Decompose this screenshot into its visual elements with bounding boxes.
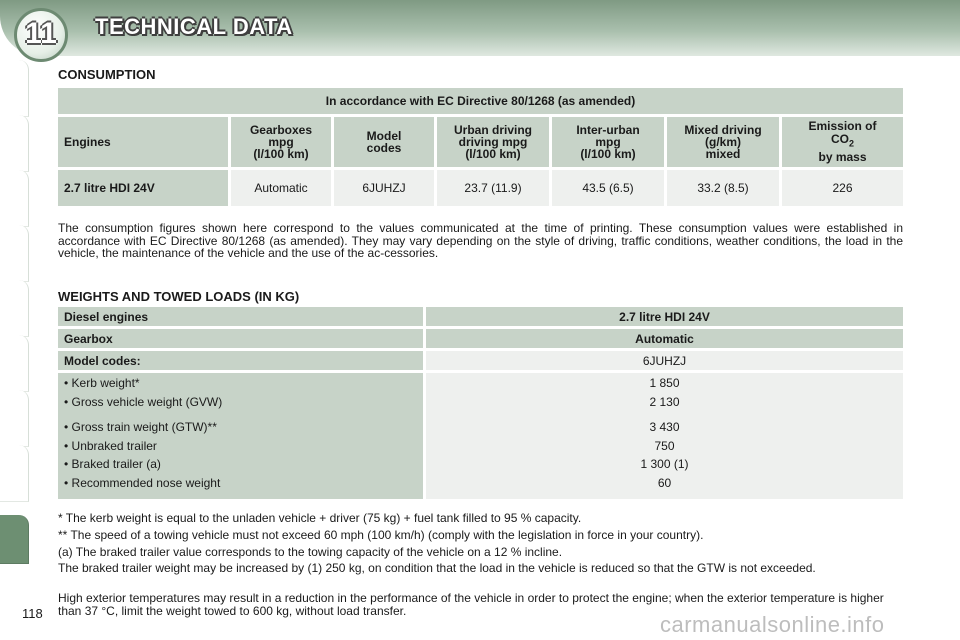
footnote-braked-weight: The braked trailer weight may be increased by (1) 250 kg, on condition that the load in the vehicle is reduced so that the GTW is not exceeded. [58, 561, 816, 575]
chapter-tab[interactable] [0, 445, 29, 502]
col-model-codes: Model codes [334, 117, 434, 167]
chapter-tabs [0, 60, 34, 560]
chapter-tab[interactable] [0, 170, 29, 227]
list-item-value: 60 [657, 475, 672, 490]
chapter-tab[interactable] [0, 115, 29, 172]
consumption-heading: CONSUMPTION [58, 67, 156, 82]
chapter-title: TECHNICAL DATA [95, 14, 293, 39]
footnote-temperature: High exterior temperatures may result in a reduction in the performance of the vehicle in order to protect the engine; when the exterior temperature is higher than 37 °C, limit the weight towed to 600 kg, without load transfer. [58, 591, 884, 618]
weights-row [58, 329, 903, 348]
weights-item-labels [58, 373, 423, 499]
col-mixed: Mixed driving (g/km) mixed [667, 117, 779, 167]
weights-label: Diesel engines [58, 307, 423, 326]
list-item-value: 2 130 [649, 394, 680, 409]
weights-label: Model codes: [58, 351, 423, 370]
col-engines: Engines [58, 117, 228, 167]
list-item: • Braked trailer (a) [64, 457, 161, 471]
chapter-tab-active[interactable] [0, 515, 29, 564]
footnote-speed: ** The speed of a towing vehicle must not exceed 60 mph (100 km/h) (comply with the legislation in force in your country). [58, 528, 704, 542]
weights-table [55, 304, 906, 502]
list-item-value: 1 300 (1) [640, 457, 689, 471]
list-item: • Gross train weight (GTW)** [64, 420, 217, 434]
list-item-value: 750 [654, 438, 675, 453]
row-inter-urban: 43.5 (6.5) [552, 170, 664, 206]
chapter-tab[interactable] [0, 225, 29, 282]
list-item: • Recommended nose weight [64, 475, 221, 490]
list-item-value: 1 850 [649, 376, 680, 390]
weights-items [58, 373, 903, 499]
chapter-header [0, 0, 960, 56]
chapter-number-badge: 11 [14, 8, 68, 62]
col-emission: Emission of $CO_2$ by mass [782, 117, 903, 167]
page-number: 118 [22, 606, 43, 621]
row-mixed: 33.2 (8.5) [667, 170, 779, 206]
consumption-table [55, 85, 906, 209]
footnote-braked: (a) The braked trailer value corresponds to the towing capacity of the vehicle on a 12 % incline. [58, 545, 563, 559]
watermark: carmanualsonline.info [660, 612, 885, 637]
weights-item-values [426, 373, 903, 499]
weights-heading: WEIGHTS AND TOWED LOADS (IN KG) [58, 289, 300, 304]
row-emission: 226 [782, 170, 903, 206]
weights-value: Automatic [426, 329, 903, 348]
chapter-tab[interactable] [0, 60, 29, 117]
col-urban: Urban driving driving mpg (l/100 km) [437, 117, 549, 167]
list-item: • Kerb weight* [64, 376, 140, 390]
chapter-tab[interactable] [0, 335, 29, 392]
directive-header: In accordance with EC Directive 80/1268 (as amended) [58, 88, 903, 114]
chapter-tab[interactable] [0, 280, 29, 337]
col-gearboxes: Gearboxes mpg (l/100 km) [231, 117, 331, 167]
consumption-note: The consumption figures shown here correspond to the values communicated at the time of printing. These consumption values were established in accordance with EC Directive 80/1268 (as amended). They may vary depending on the style of driving, traffic conditions, weather conditions, the load in the vehicle, the maintenance of the vehicle and the use of the ac-cessories. [58, 221, 903, 260]
list-item: • Unbraked trailer [64, 438, 157, 453]
list-item-value: 3 430 [649, 420, 680, 434]
weights-row [58, 351, 903, 370]
col-inter-urban: Inter-urban mpg (l/100 km) [552, 117, 664, 167]
weights-row [58, 307, 903, 326]
weights-value: 6JUHZJ [426, 351, 903, 370]
row-gearbox: Automatic [231, 170, 331, 206]
footnote-kerb: * The kerb weight is equal to the unladen vehicle + driver (75 kg) + fuel tank filled to 95 % capacity. [58, 511, 582, 525]
weights-label: Gearbox [58, 329, 423, 348]
weights-value: 2.7 litre HDI 24V [426, 307, 903, 326]
row-engine: 2.7 litre HDI 24V [58, 170, 228, 206]
row-urban: 23.7 (11.9) [437, 170, 549, 206]
chapter-tab[interactable] [0, 390, 29, 447]
consumption-row [58, 170, 903, 206]
list-item: • Gross vehicle weight (GVW) [64, 394, 223, 409]
row-model-code: 6JUHZJ [334, 170, 434, 206]
